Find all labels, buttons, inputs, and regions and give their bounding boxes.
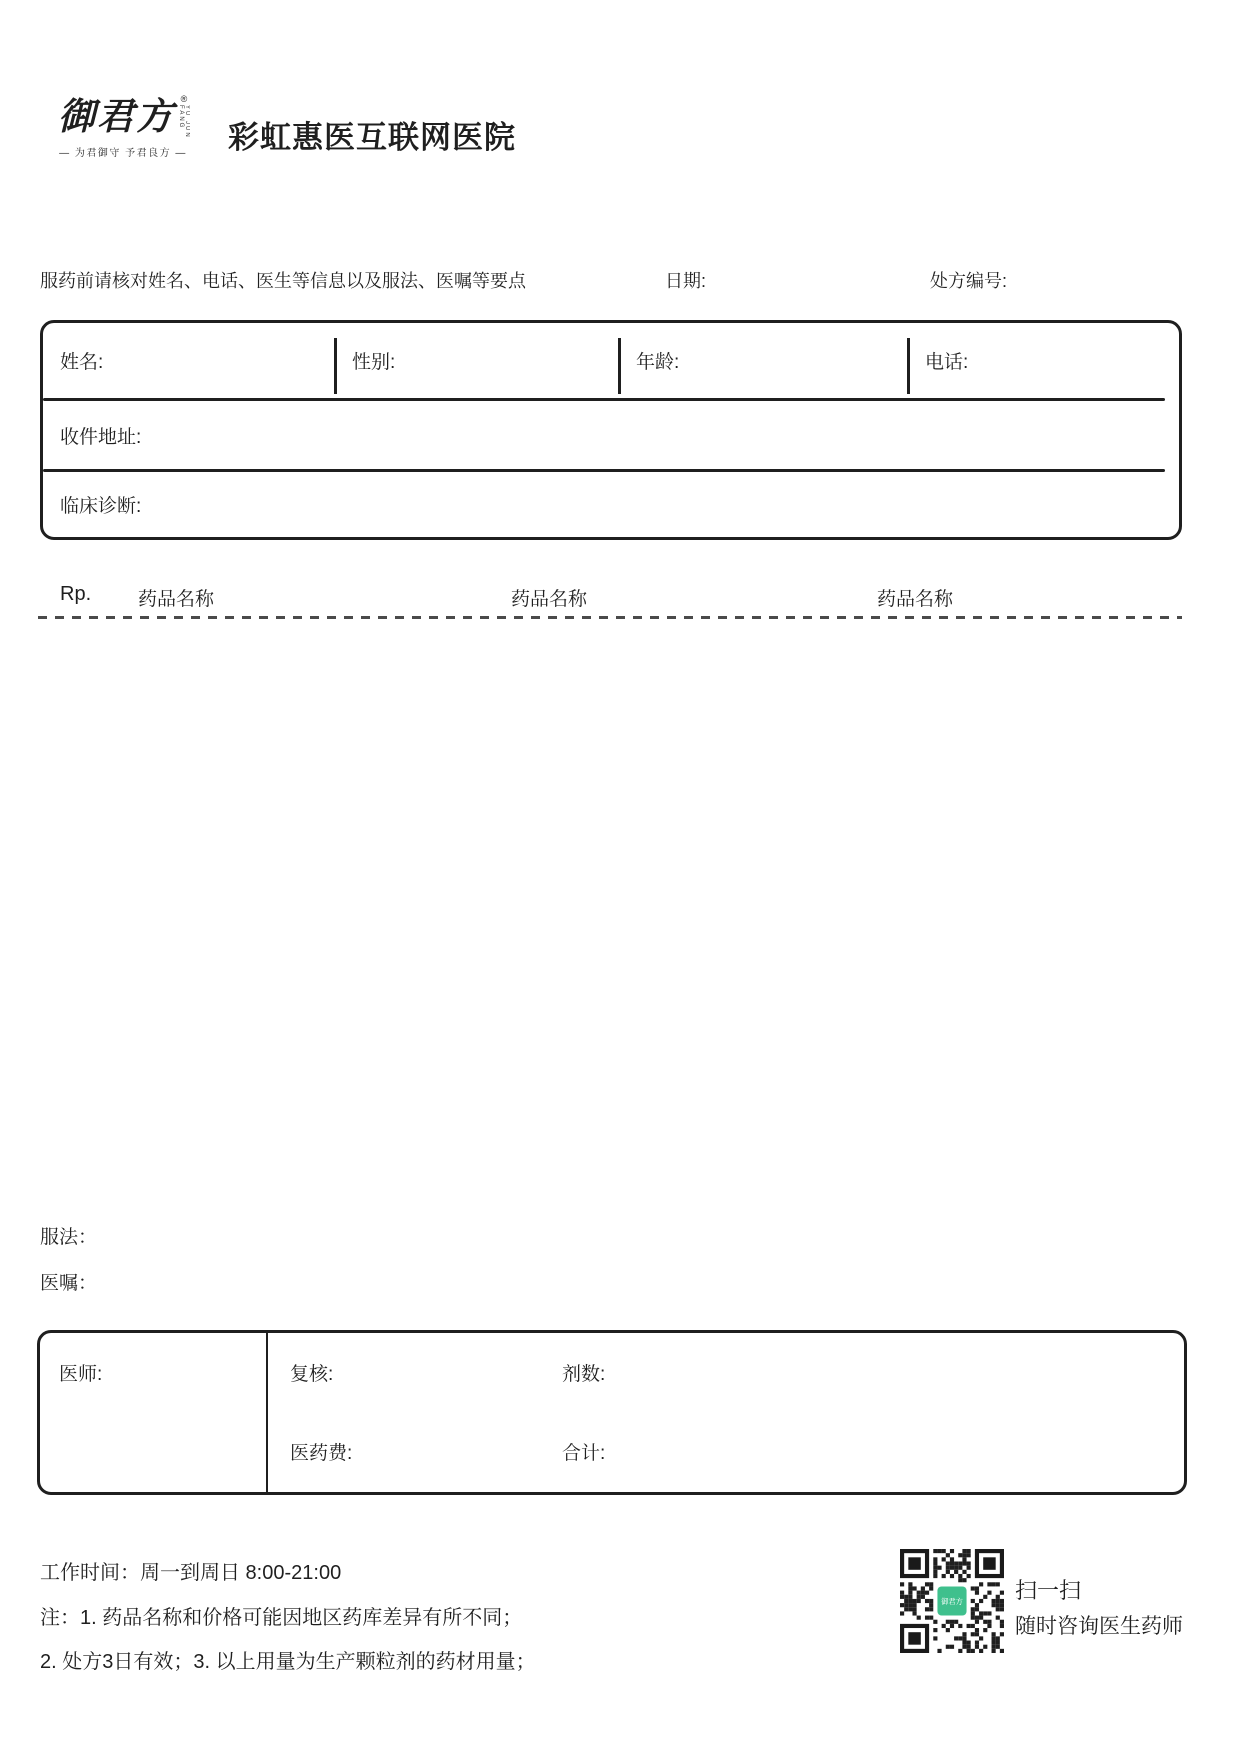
doses-label: 剂数: xyxy=(562,1364,606,1385)
brand-name: 御君方 xyxy=(58,94,175,138)
usage-instructions-label: 服法： xyxy=(40,1227,98,1248)
doctor-advice-label: 医嘱： xyxy=(40,1273,98,1294)
scan-description: 随时咨询医生药师 xyxy=(1015,1615,1183,1638)
qr-code xyxy=(900,1549,1004,1653)
brand-logo xyxy=(58,94,190,159)
brand-tagline: — 为君御守 予君良方 — xyxy=(59,148,187,159)
phone-field xyxy=(908,323,1179,398)
drug-name-header-3: 药品名称 xyxy=(877,589,954,610)
drug-name-header-1: 药品名称 xyxy=(138,589,215,610)
phone-label: 电话: xyxy=(925,352,969,373)
diagnosis-field xyxy=(43,472,1179,537)
age-field xyxy=(619,323,908,398)
scan-prompt: 扫一扫 xyxy=(1015,1578,1082,1603)
gender-label: 性别: xyxy=(352,352,396,373)
prescription-number-label: 处方编号: xyxy=(930,271,1008,291)
hospital-title: 彩虹惠医互联网医院 xyxy=(228,120,516,155)
rp-label: Rp. xyxy=(60,583,92,605)
review-label: 复核: xyxy=(290,1364,334,1385)
total-label: 合计: xyxy=(562,1443,606,1464)
age-label: 年龄: xyxy=(636,352,680,373)
patient-identity-row xyxy=(43,323,1179,398)
name-field xyxy=(43,323,335,398)
gender-field xyxy=(335,323,619,398)
brand-side-column xyxy=(178,94,190,139)
drug-name-header-2: 药品名称 xyxy=(511,589,588,610)
diagnosis-label: 临床诊断: xyxy=(60,496,142,517)
address-label: 收件地址: xyxy=(60,426,142,448)
brand-romanized-text: YU JUN FANG xyxy=(178,105,190,139)
brand-row xyxy=(58,94,190,139)
medicine-fee-label: 医药费: xyxy=(290,1443,353,1464)
physician-label: 医师: xyxy=(59,1364,103,1385)
address-field xyxy=(43,401,1179,469)
review-doses-row xyxy=(268,1359,1184,1386)
qr-center-logo-text: 御君方 xyxy=(941,1596,963,1606)
patient-info-box xyxy=(40,320,1182,540)
fee-total-row xyxy=(268,1438,1184,1465)
signature-right-panel xyxy=(268,1333,1184,1492)
signature-box xyxy=(37,1330,1187,1495)
name-label: 姓名: xyxy=(60,352,104,373)
note-line-2: 2. 处方3日有效；3. 以上用量为生产颗粒剂的药材用量； xyxy=(40,1651,536,1673)
note-line-1: 注：1. 药品名称和价格可能因地区药库差异有所不同； xyxy=(40,1607,523,1629)
pre-use-notice: 服药前请核对姓名、电话、医生等信息以及服法、医嘱等要点 xyxy=(40,271,526,291)
date-label: 日期: xyxy=(665,271,707,291)
working-hours: 工作时间：周一到周日 8:00-21:00 xyxy=(40,1562,342,1584)
registered-trademark-icon: ® xyxy=(180,94,188,104)
physician-field xyxy=(40,1333,268,1492)
rx-separator-dashed-line xyxy=(38,616,1182,619)
prescription-content-area xyxy=(40,622,1182,1212)
